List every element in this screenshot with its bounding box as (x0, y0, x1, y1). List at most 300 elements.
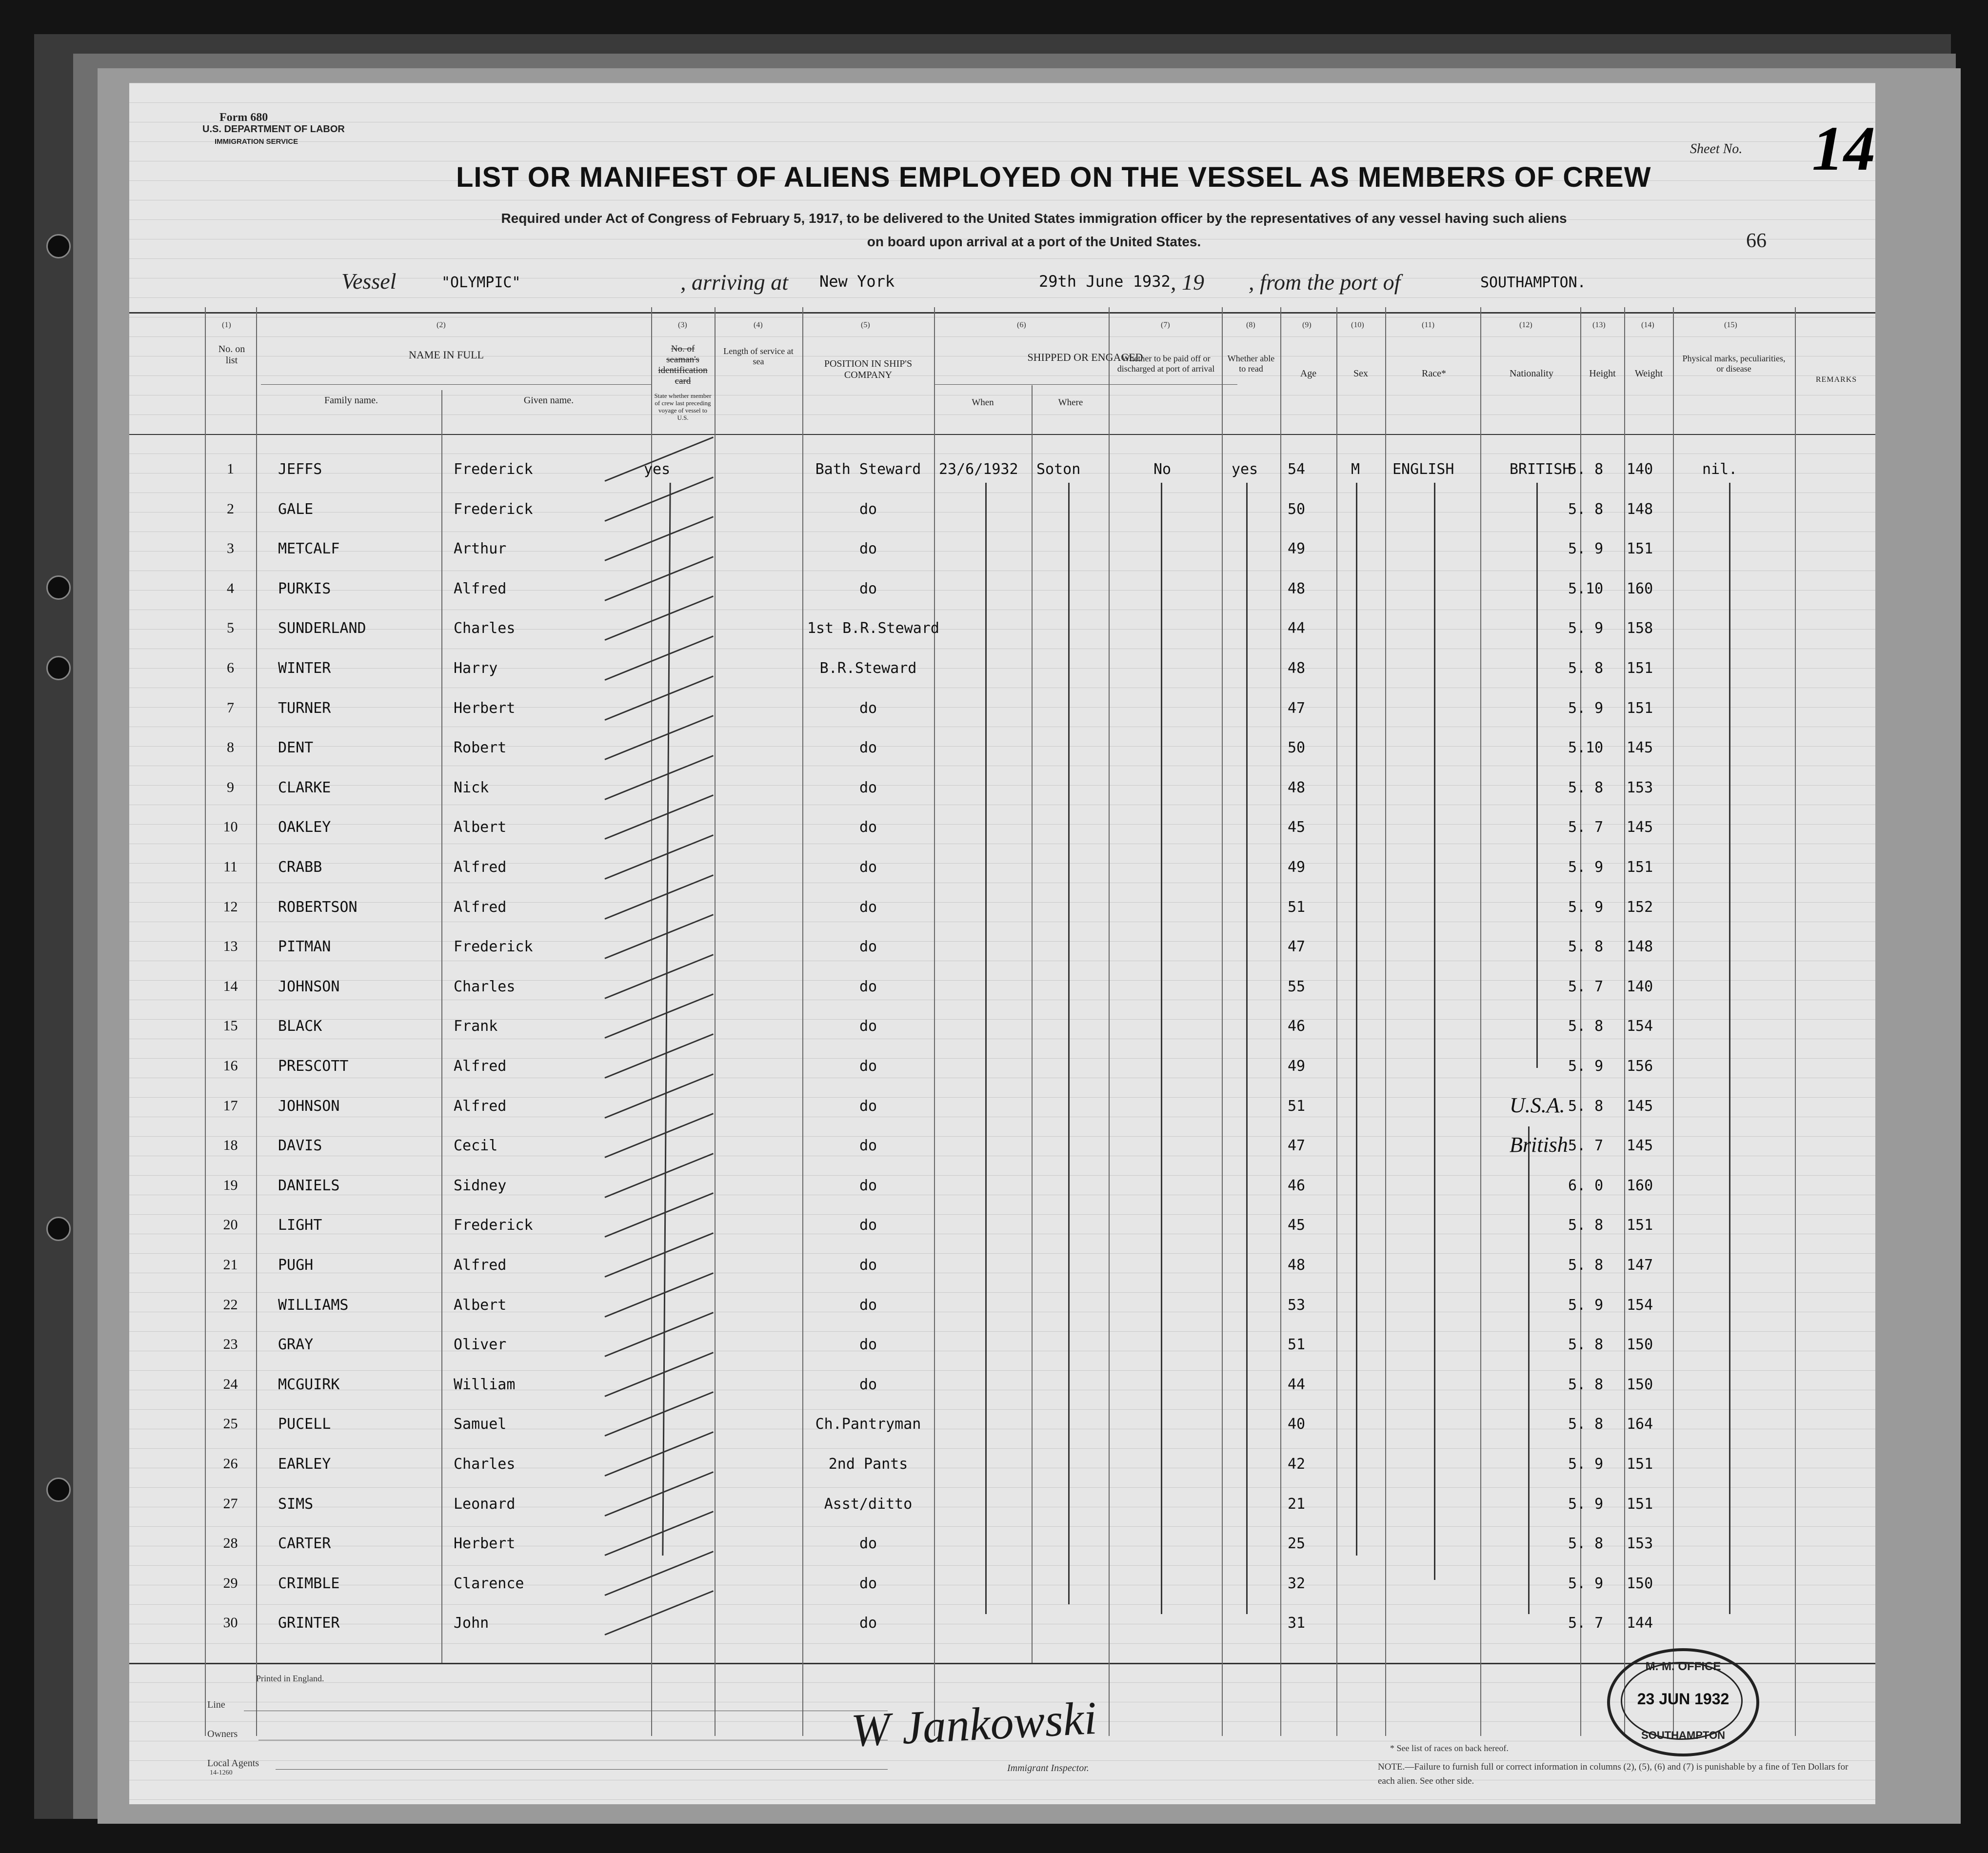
race: ENGLISH (1392, 461, 1454, 478)
table-row (129, 1336, 1875, 1356)
family-name: PUCELL (278, 1416, 331, 1433)
physical-marks: nil. (1702, 461, 1738, 478)
row-number: 29 (223, 1575, 238, 1591)
document-title: LIST OR MANIFEST OF ALIENS EMPLOYED ON THE VESSEL AS MEMBERS OF CREW (456, 161, 1651, 193)
age: 53 (1288, 1296, 1306, 1314)
table-row (129, 1496, 1875, 1515)
age: 46 (1288, 1018, 1306, 1035)
given-name: Frederick (454, 500, 533, 518)
table-row (129, 1058, 1875, 1077)
weight: 151 (1627, 1495, 1653, 1513)
row-number: 28 (223, 1535, 238, 1552)
binder-hole (46, 656, 71, 680)
check-tick (604, 1551, 714, 1596)
row-number: 4 (227, 580, 234, 596)
weight: 145 (1627, 1137, 1653, 1155)
height: 5. 8 (1568, 1376, 1604, 1393)
weight: 153 (1627, 779, 1653, 796)
age: 47 (1288, 699, 1306, 717)
row-number: 21 (223, 1257, 238, 1273)
weight: 164 (1627, 1416, 1653, 1433)
column-heading-remarks: REMARKS (1815, 375, 1857, 384)
column-heading-weight: Weight (1634, 368, 1663, 379)
row-number: 24 (223, 1376, 238, 1392)
penalty-note: NOTE.—Failure to furnish full or correct information in columns (2), (5), (6) and (7) is punishable by a fine of Ten Dollars for each alien. See other side. (1378, 1762, 1849, 1786)
departure-port: SOUTHAMPTON. (1480, 274, 1586, 291)
year-label: , 19 (1171, 270, 1204, 295)
column-number: (4) (754, 321, 763, 329)
family-name: JOHNSON (278, 978, 340, 995)
position: do (859, 540, 877, 558)
column-number: (8) (1246, 321, 1255, 329)
age: 49 (1288, 540, 1306, 558)
age: 25 (1288, 1535, 1306, 1553)
column-heading-last-voyage: State whether member of crew last preceding voyage of vessel to U.S. (654, 392, 712, 421)
age: 47 (1288, 938, 1306, 956)
check-tick (604, 795, 714, 840)
check-tick (604, 834, 714, 880)
local-agents-label: Local Agents (207, 1758, 259, 1769)
position: B.R.Steward (819, 660, 917, 677)
height: 5.10 (1568, 580, 1604, 597)
column-number: (15) (1724, 321, 1737, 329)
nationality: British (1510, 1133, 1568, 1157)
check-tick (604, 1312, 714, 1357)
weight: 140 (1627, 978, 1653, 995)
age: 42 (1288, 1456, 1306, 1473)
check-tick (604, 516, 714, 561)
office-stamp (1607, 1648, 1759, 1756)
given-name: Sidney (454, 1177, 507, 1194)
table-row (129, 1133, 1875, 1157)
check-tick (604, 1471, 714, 1517)
height: 5. 9 (1568, 699, 1604, 717)
column-number: (13) (1592, 321, 1606, 329)
given-name: Nick (454, 779, 489, 796)
shipped-when: 23/6/1932 (939, 461, 1018, 478)
weight: 154 (1627, 1296, 1653, 1314)
table-row (129, 461, 1875, 480)
age: 50 (1288, 500, 1306, 518)
table-row (129, 501, 1875, 520)
height: 5. 7 (1568, 978, 1604, 995)
weight: 148 (1627, 938, 1653, 956)
position: do (859, 1018, 877, 1035)
age: 49 (1288, 1058, 1306, 1075)
position: do (859, 779, 877, 796)
table-row (129, 1575, 1875, 1595)
height: 5. 8 (1568, 1416, 1604, 1433)
row-number: 10 (223, 819, 238, 835)
position: do (859, 1257, 877, 1274)
arrival-port: New York (819, 272, 895, 291)
column-heading-id-card: No. of seaman's identification card (658, 344, 708, 386)
position: 2nd Pants (828, 1456, 908, 1473)
check-tick (604, 1193, 714, 1238)
height: 5. 9 (1568, 1058, 1604, 1075)
column-number: (2) (437, 321, 446, 329)
row-number: 15 (223, 1018, 238, 1034)
shipped-subrule (935, 384, 1237, 385)
given-name: Herbert (454, 699, 516, 717)
weight: 145 (1627, 819, 1653, 836)
family-name: GALE (278, 500, 314, 518)
weight: 158 (1627, 620, 1653, 637)
age: 48 (1288, 580, 1306, 597)
column-heading-no: No. on list (218, 344, 245, 366)
row-number: 1 (227, 461, 234, 477)
column-heading-sex: Sex (1353, 368, 1368, 379)
check-tick (604, 596, 714, 641)
column-heading-shipped: SHIPPED OR ENGAGED (1027, 351, 1143, 363)
ditto-stroke (1161, 483, 1162, 1614)
height: 5. 8 (1568, 1535, 1604, 1553)
family-name: JEFFS (278, 461, 322, 478)
family-name: CRIMBLE (278, 1575, 340, 1592)
subtitle-line-1: Required under Act of Congress of February 5, 1917, to be delivered to the United States immigration officer by the representatives of any vessel having such aliens (501, 211, 1567, 226)
weight: 150 (1627, 1336, 1653, 1354)
column-heading-height: Height (1589, 368, 1616, 379)
family-name: GRAY (278, 1336, 314, 1354)
column-heading-age: Age (1300, 368, 1317, 379)
given-name: Alfred (454, 580, 507, 597)
given-name: Harry (454, 660, 498, 677)
column-number: (6) (1017, 321, 1026, 329)
age: 51 (1288, 1097, 1306, 1115)
sex: M (1351, 461, 1360, 478)
column-heading-when: When (972, 397, 994, 408)
check-tick (604, 954, 714, 999)
given-name: Alfred (454, 1097, 507, 1115)
position: do (859, 1336, 877, 1354)
family-name: EARLEY (278, 1456, 331, 1473)
column-number: (3) (678, 321, 687, 329)
row-number: 11 (223, 859, 238, 875)
table-row (129, 660, 1875, 679)
height: 5. 8 (1568, 1257, 1604, 1274)
column-number: (1) (222, 321, 231, 329)
table-row (129, 700, 1875, 719)
family-name: PURKIS (278, 580, 331, 597)
row-number: 12 (223, 898, 238, 915)
age: 46 (1288, 1177, 1306, 1194)
check-tick (604, 715, 714, 760)
check-tick (604, 675, 714, 721)
check-tick (604, 1352, 714, 1397)
column-heading-name: NAME IN FULL (409, 349, 484, 361)
service: IMMIGRATION SERVICE (215, 138, 298, 146)
row-number: 8 (227, 739, 234, 756)
height: 5. 9 (1568, 898, 1604, 916)
paid-off: No (1153, 461, 1172, 478)
position: do (859, 859, 877, 876)
row-number: 22 (223, 1296, 238, 1313)
height: 5. 8 (1568, 1336, 1604, 1354)
position: do (859, 1217, 877, 1234)
family-name: SUNDERLAND (278, 620, 366, 637)
table-row (129, 859, 1875, 878)
position: Ch.Pantryman (815, 1416, 921, 1433)
position: do (859, 1296, 877, 1314)
check-tick (604, 994, 714, 1039)
height: 6. 0 (1568, 1177, 1604, 1194)
weight: 151 (1627, 660, 1653, 677)
agents-rule (276, 1769, 888, 1770)
height: 5. 8 (1568, 779, 1604, 796)
age: 31 (1288, 1615, 1306, 1632)
arriving-label: , arriving at (680, 270, 789, 295)
family-name: OAKLEY (278, 819, 331, 836)
row-number: 2 (227, 500, 234, 517)
shipped-where: Soton (1036, 461, 1081, 478)
column-number: (5) (861, 321, 870, 329)
subtitle-line-2: on board upon arrival at a port of the United States. (867, 234, 1201, 249)
nationality: BRITISH (1510, 461, 1571, 478)
row-number: 26 (223, 1456, 238, 1472)
given-name: Frederick (454, 1217, 533, 1234)
check-tick (604, 1272, 714, 1318)
check-tick (604, 914, 714, 959)
column-number: (14) (1641, 321, 1654, 329)
position: do (859, 699, 877, 717)
given-name: Frederick (454, 938, 533, 956)
row-number: 7 (227, 699, 234, 716)
height: 5. 8 (1568, 1097, 1604, 1115)
table-row (129, 779, 1875, 799)
row-number: 6 (227, 660, 234, 676)
position: do (859, 739, 877, 757)
position: do (859, 500, 877, 518)
row-number: 5 (227, 620, 234, 636)
table-row (129, 899, 1875, 918)
column-number: (7) (1161, 321, 1170, 329)
family-name: GRINTER (278, 1615, 340, 1632)
family-name: CRABB (278, 859, 322, 876)
check-tick (604, 1511, 714, 1556)
age: 48 (1288, 779, 1306, 796)
family-name: PITMAN (278, 938, 331, 956)
check-tick (604, 1153, 714, 1198)
age: 21 (1288, 1495, 1306, 1513)
family-name: PRESCOTT (278, 1058, 349, 1075)
column-heading-length-of-service: Length of service at sea (723, 346, 794, 366)
column-heading-position: POSITION IN SHIP'S COMPANY (824, 358, 913, 380)
column-heading-where: Where (1058, 397, 1083, 408)
owners-label: Owners (207, 1729, 238, 1739)
height: 5. 9 (1568, 620, 1604, 637)
row-number: 23 (223, 1336, 238, 1353)
nationality: U.S.A. (1510, 1093, 1565, 1117)
given-name: Arthur (454, 540, 507, 558)
position: do (859, 1615, 877, 1632)
column-heading-race: Race* (1422, 368, 1446, 379)
position: 1st B.R.Steward (807, 620, 939, 637)
row-number: 19 (223, 1177, 238, 1193)
given-name: Robert (454, 739, 507, 757)
table-row (129, 1018, 1875, 1037)
department: U.S. DEPARTMENT OF LABOR (202, 124, 345, 135)
weight: 154 (1627, 1018, 1653, 1035)
printed-in-england: Printed in England. (256, 1674, 324, 1683)
weight: 151 (1627, 1456, 1653, 1473)
given-name: Alfred (454, 859, 507, 876)
row-number: 27 (223, 1495, 238, 1512)
stamp-port: SOUTHAMPTON (1641, 1729, 1725, 1741)
family-name: LIGHT (278, 1217, 322, 1234)
weight: 145 (1627, 739, 1653, 757)
line-label: Line (207, 1699, 225, 1710)
local-agents-code: 14-1260 (210, 1769, 233, 1776)
height: 5. 8 (1568, 461, 1604, 478)
row-number: 30 (223, 1615, 238, 1631)
position: Bath Steward (815, 461, 921, 478)
column-heading-able-to-read: Whether able to read (1227, 354, 1275, 374)
family-name: ROBERTSON (278, 898, 358, 916)
given-name: Alfred (454, 898, 507, 916)
given-name: Charles (454, 620, 516, 637)
position: Asst/ditto (824, 1495, 913, 1513)
family-name: DAVIS (278, 1137, 322, 1155)
card-yes: yes (644, 461, 671, 478)
age: 49 (1288, 859, 1306, 876)
weight: 151 (1627, 699, 1653, 717)
table-row (129, 739, 1875, 759)
check-tick (604, 1073, 714, 1119)
table-row (129, 1535, 1875, 1555)
weight: 150 (1627, 1376, 1653, 1393)
check-tick (604, 1591, 714, 1636)
inspector-label: Immigrant Inspector. (1007, 1763, 1089, 1774)
age: 40 (1288, 1416, 1306, 1433)
position: do (859, 1097, 877, 1115)
binder-hole (46, 234, 71, 258)
given-name: Oliver (454, 1336, 507, 1354)
check-tick (604, 1113, 714, 1158)
family-name: METCALF (278, 540, 340, 558)
weight: 144 (1627, 1615, 1653, 1632)
table-row (129, 819, 1875, 838)
check-tick (604, 1033, 714, 1079)
position: do (859, 978, 877, 995)
height: 5. 8 (1568, 1217, 1604, 1234)
weight: 151 (1627, 859, 1653, 876)
family-name: WILLIAMS (278, 1296, 349, 1314)
family-name: DANIELS (278, 1177, 340, 1194)
given-name: Albert (454, 1296, 507, 1314)
height: 5. 7 (1568, 819, 1604, 836)
weight: 140 (1627, 461, 1653, 478)
given-name: Samuel (454, 1416, 507, 1433)
height: 5. 8 (1568, 938, 1604, 956)
check-tick (604, 635, 714, 681)
able-to-read: yes (1232, 461, 1258, 478)
age: 44 (1288, 620, 1306, 637)
row-number: 17 (223, 1097, 238, 1114)
binder-hole (46, 575, 71, 600)
weight: 145 (1627, 1097, 1653, 1115)
age: 48 (1288, 660, 1306, 677)
column-heading-nationality: Nationality (1510, 368, 1553, 379)
age: 54 (1288, 461, 1306, 478)
position: do (859, 1376, 877, 1393)
family-name: BLACK (278, 1018, 322, 1035)
family-name: SIMS (278, 1495, 314, 1513)
age: 44 (1288, 1376, 1306, 1393)
table-row (129, 580, 1875, 600)
family-name: PUGH (278, 1257, 314, 1274)
row-number: 16 (223, 1058, 238, 1074)
column-heading-paid-off: Whether to be paid off or discharged at port of arrival (1117, 354, 1215, 374)
age: 50 (1288, 739, 1306, 757)
position: do (859, 1535, 877, 1553)
races-note: * See list of races on back hereof. (1390, 1743, 1509, 1753)
table-row (129, 1297, 1875, 1316)
given-name: Cecil (454, 1137, 498, 1155)
row-number: 14 (223, 978, 238, 994)
given-name: Frank (454, 1018, 498, 1035)
age: 51 (1288, 898, 1306, 916)
height: 5. 9 (1568, 1495, 1604, 1513)
row-number: 18 (223, 1137, 238, 1154)
given-name: William (454, 1376, 516, 1393)
column-number: (9) (1302, 321, 1312, 329)
given-name: John (454, 1615, 489, 1632)
from-port-label: , from the port of (1249, 270, 1401, 295)
position: do (859, 1177, 877, 1194)
family-name: CARTER (278, 1535, 331, 1553)
weight: 156 (1627, 1058, 1653, 1075)
stamp-number: 66 (1746, 230, 1767, 252)
table-row (129, 1257, 1875, 1276)
given-name: Frederick (454, 461, 533, 478)
table-top-rule (129, 312, 1875, 314)
position: do (859, 1137, 877, 1155)
check-tick (604, 556, 714, 601)
given-name: Alfred (454, 1058, 507, 1075)
sheet-no-label: Sheet No. (1690, 141, 1743, 157)
given-name: Albert (454, 819, 507, 836)
family-name: JOHNSON (278, 1097, 340, 1115)
inspector-signature: W Jankowski (850, 1691, 1098, 1757)
ditto-stroke (1068, 483, 1070, 1604)
family-name: TURNER (278, 699, 331, 717)
height: 5. 7 (1568, 1137, 1604, 1155)
table-row (129, 620, 1875, 639)
age: 45 (1288, 1217, 1306, 1234)
height: 5.10 (1568, 739, 1604, 757)
row-number: 3 (227, 540, 234, 557)
given-name: Charles (454, 1456, 516, 1473)
ditto-stroke (1729, 483, 1730, 1614)
height: 5. 8 (1568, 500, 1604, 518)
table-row (129, 1177, 1875, 1197)
check-tick (604, 874, 714, 920)
column-heading-physical-marks: Physical marks, peculiarities, or disease (1682, 354, 1786, 374)
check-tick (604, 476, 714, 522)
age: 32 (1288, 1575, 1306, 1592)
height: 5. 8 (1568, 660, 1604, 677)
ditto-stroke (1246, 483, 1248, 1614)
family-name: WINTER (278, 660, 331, 677)
row-number: 13 (223, 938, 238, 955)
header-bottom-rule (129, 434, 1875, 435)
table-row (129, 938, 1875, 958)
check-tick (604, 1431, 714, 1477)
arrival-date: 29th June 1932 (1039, 272, 1171, 291)
binder-hole (46, 1478, 71, 1502)
weight: 151 (1627, 540, 1653, 558)
position: do (859, 580, 877, 597)
